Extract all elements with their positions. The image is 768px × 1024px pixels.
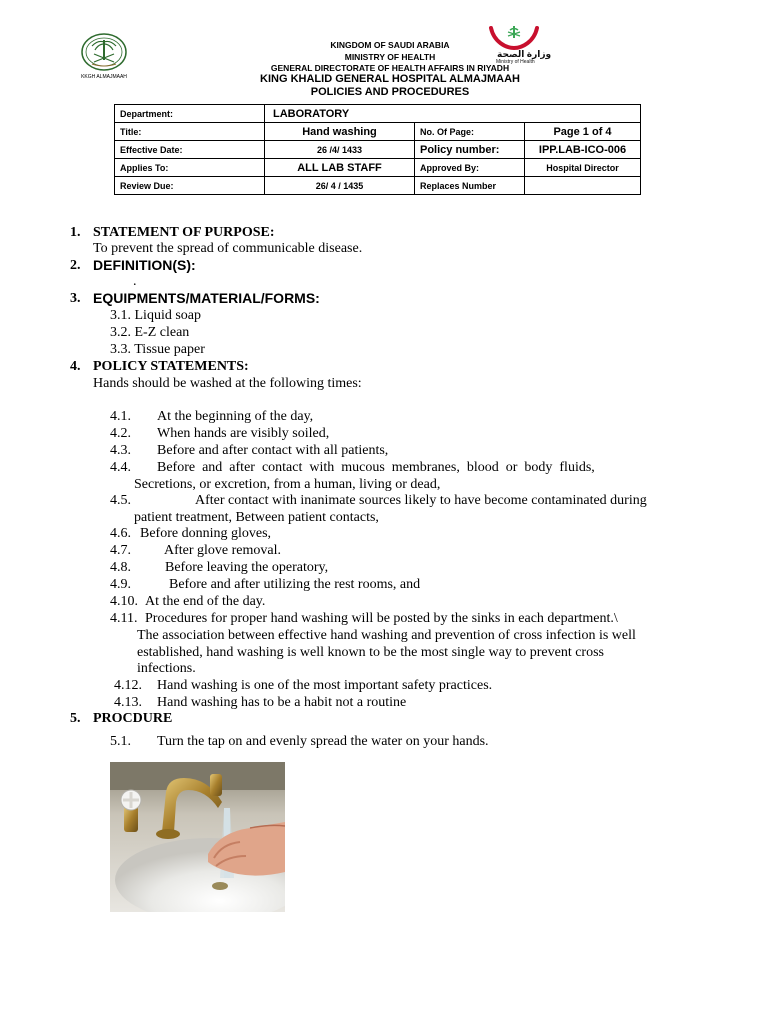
approved-by-label: Approved By: (415, 159, 525, 177)
list-item-number: 4.3. (110, 443, 131, 458)
list-item-continuation: infections. (137, 661, 196, 676)
header-policies: POLICIES AND PROCEDURES (310, 86, 470, 98)
list-item-number: 4.8. (110, 560, 131, 575)
list-item-number: 4.10. (110, 594, 138, 609)
section-5-number: 5. (70, 711, 81, 726)
list-item-number: 4.13. (114, 695, 142, 710)
list-item-number: 4.2. (110, 426, 131, 441)
table-row (115, 123, 641, 141)
empty-cell (415, 105, 525, 123)
logo-caption: KKGH ALMAJMAAH (81, 74, 127, 80)
list-item: 3.2. E-Z clean (110, 325, 190, 340)
list-item: Procedures for proper hand washing will be posted by the sinks in each department.\ (145, 611, 618, 626)
list-item: 3.1. Liquid soap (110, 308, 201, 323)
section-2-title: DEFINITION(S): (93, 257, 196, 273)
list-item-continuation: The association between effective hand washing and prevention of cross infection is well (137, 628, 636, 643)
list-item: Before leaving the operatory, (165, 560, 329, 575)
header-hospital: KING KHALID GENERAL HOSPITAL ALMAJMAAH (260, 73, 520, 85)
title-label: Title: (115, 123, 265, 141)
list-item-number: 5.1. (110, 734, 131, 749)
list-item-number: 4.1. (110, 409, 131, 424)
list-item: Hand washing is one of the most important safety practices. (157, 678, 493, 693)
hand-washing-photo (110, 762, 285, 912)
ministry-arabic-name: وزارة الصحة (497, 49, 552, 59)
table-row (115, 105, 641, 123)
hospital-logo (80, 32, 128, 72)
list-item: After glove removal. (164, 543, 282, 558)
list-item: At the end of the day. (145, 594, 266, 609)
department-value: LABORATORY (265, 105, 415, 123)
table-row (115, 141, 641, 159)
pages-label: No. Of Page: (415, 123, 525, 141)
document-info-table (114, 104, 641, 195)
list-item: Before and after utilizing the rest rooms, and (169, 577, 421, 592)
approved-by-value: Hospital Director (525, 159, 641, 177)
review-due-value: 26/ 4 / 1435 (265, 177, 415, 195)
section-2-text: . (133, 274, 137, 289)
section-4-number: 4. (70, 359, 81, 374)
list-item-number: 4.5. (110, 493, 131, 508)
pages-value: Page 1 of 4 (525, 123, 641, 141)
list-item: At the beginning of the day, (157, 409, 314, 424)
effective-date-value: 26 /4/ 1433 (265, 141, 415, 159)
policy-number-label: Policy number: (415, 141, 525, 159)
list-item: Turn the tap on and evenly spread the water on your hands. (157, 734, 489, 749)
policy-number-value: IPP.LAB-ICO-006 (525, 141, 641, 159)
applies-to-label: Applies To: (115, 159, 265, 177)
list-item: Before and after contact with all patients, (157, 443, 389, 458)
list-item-number: 4.9. (110, 577, 131, 592)
department-label: Department: (115, 105, 265, 123)
list-item-number: 4.12. (114, 678, 142, 693)
list-item: Hand washing has to be a habit not a routine (157, 695, 407, 710)
list-item-number: 4.7. (110, 543, 131, 558)
list-item-continuation: patient treatment, Between patient contacts, (134, 510, 379, 525)
effective-date-label: Effective Date: (115, 141, 265, 159)
section-1-number: 1. (70, 225, 81, 240)
section-1-text: To prevent the spread of communicable disease. (93, 241, 363, 256)
applies-to-value: ALL LAB STAFF (265, 159, 415, 177)
replaces-number-label: Replaces Number (415, 177, 525, 195)
table-row (115, 159, 641, 177)
list-item-number: 4.4. (110, 460, 131, 475)
header-directorate: GENERAL DIRECTORATE OF HEALTH AFFAIRS IN RIYADH (270, 63, 510, 73)
section-2-number: 2. (70, 258, 81, 273)
list-item: Before and after contact with mucous membranes, blood or body fluids, (157, 460, 595, 475)
ministry-english-name: Ministry of Health (496, 59, 535, 65)
empty-cell (525, 105, 641, 123)
list-item: Before donning gloves, (140, 526, 272, 541)
table-row (115, 177, 641, 195)
header-kingdom: KINGDOM OF SAUDI ARABIA (330, 40, 450, 50)
list-item-number: 4.6. (110, 526, 131, 541)
section-3-number: 3. (70, 291, 81, 306)
list-item: When hands are visibly soiled, (157, 426, 330, 441)
review-due-label: Review Due: (115, 177, 265, 195)
header-ministry: MINISTRY OF HEALTH (344, 52, 436, 62)
section-1-title: STATEMENT OF PURPOSE: (93, 225, 275, 240)
section-3-title: EQUIPMENTS/MATERIAL/FORMS: (93, 290, 320, 306)
list-item-number: 4.11. (110, 611, 138, 626)
section-4-intro: Hands should be washed at the following times: (93, 376, 362, 391)
replaces-number-value (525, 177, 641, 195)
list-item-continuation: Secretions, or excretion, from a human, living or dead, (134, 477, 441, 492)
section-5-title: PROCDURE (93, 711, 173, 726)
title-value: Hand washing (265, 123, 415, 141)
list-item-continuation: established, hand washing is well known to be the most single way to prevent cross (137, 645, 604, 660)
list-item: 3.3. Tissue paper (110, 342, 205, 357)
list-item: After contact with inanimate sources likely to have become contaminated during (195, 493, 647, 508)
section-4-title: POLICY STATEMENTS: (93, 359, 249, 374)
